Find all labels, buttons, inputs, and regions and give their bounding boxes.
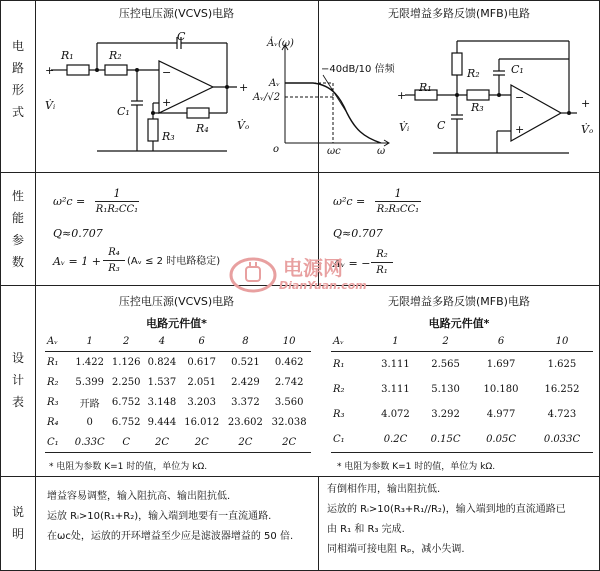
table-cell: 3.148: [147, 396, 177, 408]
vcvs-circuit-diagram: [37, 23, 257, 163]
table-cell: 5.130: [431, 383, 460, 395]
row-label-design: 设 计 表: [11, 351, 24, 409]
row-label-circuit: 电 路 形 式: [11, 39, 24, 119]
graph-y-axis-label: Ȧᵥ(ω): [267, 38, 294, 49]
table-cell: 2C: [267, 432, 311, 453]
table-cell: 0.15C: [420, 427, 471, 453]
mfb-input-plus: +: [397, 89, 407, 102]
table-cell: 3.560: [274, 396, 304, 408]
table-cell: 6.752: [111, 396, 141, 408]
table-cell: 4.072: [381, 408, 410, 420]
table-cell: R₁: [333, 358, 345, 370]
mfb-table-header-cell: Aᵥ: [331, 331, 371, 352]
table-cell: R₃: [47, 396, 59, 408]
table-cell: R₄: [47, 416, 59, 428]
mfb-table-header-cell: 1: [371, 331, 420, 352]
vcvs-av-den: R₃: [108, 263, 120, 274]
vcvs-label-r4: R₄: [196, 122, 209, 135]
bottom-center-divider: [318, 476, 319, 570]
vcvs-q: Q≈0.707: [53, 227, 103, 240]
table-cell: 10.180: [483, 383, 519, 395]
vcvs-table-header-cell: 10: [267, 331, 311, 352]
mfb-av-lhs: Aᵥ = −: [333, 257, 371, 270]
vcvs-label-c1: C₁: [117, 105, 130, 118]
vcvs-opamp-plus: +: [162, 96, 172, 109]
table-cell: 0.521: [231, 356, 260, 368]
row-label-notes: 说 明: [11, 505, 24, 541]
table-cell: 2.051: [187, 376, 217, 388]
mfb-label-r3: R₃: [471, 101, 484, 114]
vcvs-label-vo: V̇ₒ: [237, 119, 250, 132]
vcvs-wc-num: 1: [113, 187, 121, 200]
table-cell: 32.038: [271, 416, 307, 428]
table-cell: 2C: [180, 432, 224, 453]
watermark-brand: 电源网: [283, 256, 343, 280]
table-cell: 4.977: [486, 408, 516, 420]
vcvs-label-c: C: [177, 30, 186, 43]
mfb-table-header-cell: 10: [531, 331, 593, 352]
vcvs-table-header-row: [45, 331, 311, 352]
table-row: [331, 377, 593, 402]
vcvs-table-footnote: * 电阻为参数 K=1 时的值，单位为 kΩ.: [49, 462, 208, 472]
mfb-design-title: 电路元件值*: [428, 317, 490, 330]
table-row: [45, 352, 311, 373]
vcvs-label-r3: R₃: [162, 130, 175, 143]
table-cell: 2.250: [111, 376, 141, 388]
row-divider-1: [1, 172, 599, 173]
vcvs-label-r2: R₂: [109, 49, 122, 62]
vcvs-av-fraction-bar: [103, 260, 125, 261]
vcvs-table-header-cell: 6: [180, 331, 224, 352]
table-row: [331, 402, 593, 427]
table-cell: 0.617: [187, 356, 217, 368]
table-cell: R₂: [333, 383, 345, 395]
vcvs-table-header-cell: Aᵥ: [45, 331, 71, 352]
vcvs-note-3: 在ωc处，运放的开环增益至少应是滤波器增益的 50 倍.: [47, 531, 294, 542]
mfb-label-r2: R₂: [467, 67, 480, 80]
vcvs-wc-lhs: ω²c =: [53, 195, 86, 208]
table-cell: 9.444: [147, 416, 177, 428]
mfb-table-header-cell: 6: [471, 331, 531, 352]
vcvs-wc-den: R₁R₂CC₁: [95, 204, 139, 215]
table-cell: 3.111: [381, 383, 410, 395]
mfb-label-c: C: [437, 119, 446, 132]
mfb-table-header-row: [331, 331, 593, 352]
mfb-note-1: 有倒相作用，输出阻抗低.: [327, 484, 441, 495]
graph-w-label: ω: [377, 146, 386, 157]
graph-origin-label: o: [273, 144, 280, 155]
table-row: [45, 372, 311, 392]
table-cell: 0.462: [274, 356, 304, 368]
table-cell: 1.697: [486, 358, 516, 370]
vcvs-wc-fraction-bar: [95, 201, 139, 202]
mfb-q: Q≈0.707: [333, 227, 383, 240]
table-cell: 0.05C: [471, 427, 531, 453]
table-cell: 1.537: [147, 376, 177, 388]
mfb-opamp-plus: +: [515, 123, 525, 136]
vcvs-design-header: 压控电压源(VCVS)电路: [118, 295, 235, 308]
vcvs-input-plus: +: [45, 64, 55, 77]
graph-av-label: Aᵥ: [269, 78, 280, 89]
row-divider-3: [1, 476, 599, 477]
table-cell: R₁: [47, 356, 59, 368]
mfb-table-footnote: * 电阻为参数 K=1 时的值，单位为 kΩ.: [337, 462, 496, 472]
vcvs-table-header-cell: 8: [224, 331, 268, 352]
mfb-header: 无限增益多路反馈(MFB)电路: [388, 7, 530, 20]
table-row: [45, 392, 311, 412]
vcvs-label-vi: V̇ᵢ: [45, 99, 56, 112]
vcvs-label-r1: R₁: [61, 49, 74, 62]
vcvs-av-stability-note: (Aᵥ ≤ 2 时电路稳定): [127, 256, 221, 267]
table-cell: 23.602: [227, 416, 263, 428]
mfb-note-4: 同相端可接电阻 Rₚ，减小失调.: [327, 544, 465, 555]
mfb-wc-lhs: ω²c =: [333, 195, 366, 208]
table-cell: 3.203: [187, 396, 217, 408]
table-cell: 5.399: [75, 376, 104, 388]
mfb-av-fraction-bar: [371, 262, 393, 263]
table-row: [331, 427, 593, 453]
mfb-table-header-cell: 2: [420, 331, 471, 352]
table-cell: 1.126: [111, 356, 141, 368]
mfb-label-c1: C₁: [511, 63, 524, 76]
frequency-response-graph: [263, 41, 393, 151]
vcvs-table-header-cell: 4: [144, 331, 180, 352]
row-label-performance: 性 能 参 数: [11, 189, 24, 269]
vcvs-av-lhs: Aᵥ = 1 +: [53, 255, 101, 268]
table-cell: 16.252: [544, 383, 580, 395]
table-cell: 2.429: [231, 376, 260, 388]
graph-av-root2-label: Aᵥ/√2: [253, 92, 281, 103]
table-cell: 0.2C: [371, 427, 420, 453]
table-cell: C: [108, 432, 144, 453]
table-cell: 2C: [144, 432, 180, 453]
table-cell: 开路: [79, 398, 100, 410]
table-cell: 2.565: [431, 358, 460, 370]
mfb-wc-num: 1: [394, 187, 402, 200]
table-cell: 2.742: [274, 376, 304, 388]
vcvs-table-header-cell: 2: [108, 331, 144, 352]
mfb-wc-fraction-bar: [375, 201, 421, 202]
vcvs-note-2: 运放 Rᵢ>10(R₁+R₂)，输入端到地要有一直流通路.: [47, 511, 272, 522]
mfb-component-table: [331, 331, 593, 453]
table-cell: 0: [86, 416, 93, 428]
table-cell: 1.422: [75, 356, 104, 368]
vcvs-output-plus: +: [239, 81, 249, 94]
table-cell: C₁: [45, 432, 71, 453]
table-cell: R₃: [333, 408, 345, 420]
mfb-label-vi: V̇ᵢ: [399, 121, 410, 134]
graph-slope-label: −40dB/10 倍频: [321, 64, 395, 75]
watermark-plug-logo: [229, 257, 277, 293]
vcvs-header: 压控电压源(VCVS)电路: [118, 7, 235, 20]
vcvs-note-1: 增益容易调整，输入阻抗高、输出阻抗低.: [47, 491, 231, 502]
graph-wc-label: ωc: [327, 146, 341, 157]
mfb-label-vo: V̇ₒ: [581, 123, 594, 136]
mfb-design-header: 无限增益多路反馈(MFB)电路: [388, 295, 530, 308]
mfb-av-den: R₁: [376, 265, 388, 276]
table-cell: 1.625: [547, 358, 577, 370]
table-cell: 0.33C: [71, 432, 108, 453]
vcvs-design-title: 电路元件值*: [146, 317, 207, 330]
table-cell: R₂: [47, 376, 59, 388]
vcvs-table-header-cell: 1: [71, 331, 108, 352]
table-cell: 3.292: [431, 408, 460, 420]
mfb-output-plus: +: [581, 97, 591, 110]
mfb-label-r1: R₁: [419, 81, 432, 94]
table-cell: 3.372: [231, 396, 260, 408]
vcvs-component-table: [45, 331, 311, 453]
watermark-url: DianYuan.com: [279, 279, 367, 292]
table-row: [331, 352, 593, 377]
vcvs-av-num: R₄: [108, 247, 120, 258]
mfb-note-2: 运放的 Rᵢ>10(R₃+R₁//R₂)，输入端到地的直流通路已: [327, 504, 566, 515]
table-cell: 6.752: [111, 416, 141, 428]
vcvs-opamp-minus: −: [162, 66, 172, 79]
mfb-wc-den: R₂R₃CC₁: [376, 204, 420, 215]
table-cell: 2C: [224, 432, 268, 453]
table-cell: 16.012: [184, 416, 220, 428]
table-cell: 4.723: [547, 408, 577, 420]
table-row: [45, 412, 311, 432]
table-cell: 3.111: [381, 358, 410, 370]
mfb-note-3: 由 R₁ 和 R₃ 完成.: [327, 524, 405, 535]
table-cell: C₁: [331, 427, 371, 453]
mfb-opamp-minus: −: [515, 91, 525, 104]
table-cell: 0.033C: [531, 427, 593, 453]
table-row: [45, 432, 311, 453]
table-cell: 0.824: [147, 356, 177, 368]
mfb-av-num: R₂: [376, 249, 388, 260]
